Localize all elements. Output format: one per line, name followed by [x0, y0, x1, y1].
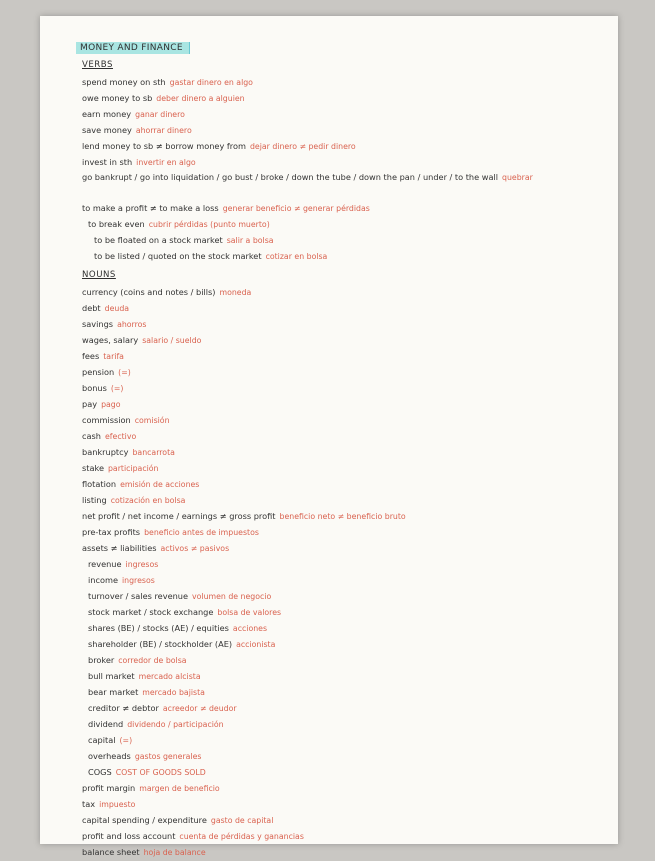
nouns-entry	[82, 684, 602, 700]
nouns-entry	[82, 604, 602, 620]
spanish-translation: mercado bajista	[142, 688, 205, 697]
nouns-entry	[82, 716, 602, 732]
nouns-entry	[82, 428, 602, 444]
english-term: capital	[88, 735, 116, 745]
english-term: income	[88, 575, 118, 585]
spanish-translation: corredor de bolsa	[118, 656, 187, 665]
nouns-entry	[82, 444, 602, 460]
notebook-page	[40, 16, 618, 857]
notes-content	[82, 42, 602, 860]
nouns-entry	[82, 748, 602, 764]
spanish-translation: emisión de acciones	[120, 480, 200, 489]
spanish-translation: acciones	[232, 624, 268, 633]
spanish-translation: cubrir pérdidas (punto muerto)	[148, 220, 270, 229]
nouns-entry	[82, 524, 602, 540]
english-term: to be floated on a stock market	[94, 235, 223, 245]
spanish-translation: gastos generales	[134, 752, 202, 761]
spanish-translation: salir a bolsa	[226, 236, 274, 245]
english-term: dividend	[88, 719, 124, 729]
nouns-entry	[82, 412, 602, 428]
nouns-entry	[82, 556, 602, 572]
english-term: lend money to sb ≠ borrow money from	[82, 141, 246, 151]
english-term: overheads	[88, 751, 131, 761]
english-term: spend money on sth	[82, 77, 166, 87]
english-term: balance sheet	[82, 847, 140, 857]
spanish-translation: salario / sueldo	[142, 336, 202, 345]
nouns-entry	[82, 636, 602, 652]
nouns-entry	[82, 460, 602, 476]
english-term: fees	[82, 351, 100, 361]
verbs-heading: VERBS	[82, 60, 113, 70]
english-term: debt	[82, 303, 101, 313]
english-term: pay	[82, 399, 98, 409]
english-term: cash	[82, 431, 101, 441]
spanish-translation: hoja de balance	[143, 848, 206, 857]
nouns-entry	[82, 476, 602, 492]
spanish-translation: beneficio neto ≠ beneficio bruto	[279, 512, 406, 521]
nouns-heading: NOUNS	[82, 270, 116, 280]
spanish-translation: (=)	[110, 384, 124, 393]
verbs-entry	[82, 106, 602, 122]
spanish-translation: pago	[101, 400, 121, 409]
spanish-translation: bancarrota	[132, 448, 175, 457]
english-term: savings	[82, 319, 114, 329]
verbs-entry	[82, 170, 602, 200]
nouns-entry	[82, 652, 602, 668]
english-term: shares (BE) / stocks (AE) / equities	[88, 623, 229, 633]
nouns-entry	[82, 844, 602, 860]
nouns-entry	[82, 364, 602, 380]
spanish-translation: participación	[107, 464, 159, 473]
nouns-entry	[82, 620, 602, 636]
spanish-translation: invertir en algo	[136, 158, 196, 167]
spanish-translation: acreedor ≠ deudor	[162, 704, 237, 713]
spanish-translation: COST OF GOODS SOLD	[115, 768, 206, 777]
english-term: invest in sth	[82, 157, 133, 167]
spanish-translation: efectivo	[104, 432, 137, 441]
nouns-entry	[82, 700, 602, 716]
verbs-entry	[82, 74, 602, 90]
spanish-translation: cotizar en bolsa	[265, 252, 328, 261]
spanish-translation: ingresos	[125, 560, 159, 569]
english-term: bonus	[82, 383, 107, 393]
nouns-entry	[82, 300, 602, 316]
english-term: owe money to sb	[82, 93, 153, 103]
english-term: pre-tax profits	[82, 527, 141, 537]
spanish-translation: volumen de negocio	[192, 592, 272, 601]
english-term: assets ≠ liabilities	[82, 543, 157, 553]
spanish-translation: activos ≠ pasivos	[160, 544, 230, 553]
nouns-entry	[82, 348, 602, 364]
verbs-entry	[82, 200, 602, 216]
english-term: revenue	[88, 559, 122, 569]
english-term: net profit / net income / earnings ≠ gross profit	[82, 511, 276, 521]
nouns-entry	[82, 492, 602, 508]
english-term: to break even	[88, 219, 145, 229]
nouns-entry	[82, 396, 602, 412]
english-term: stake	[82, 463, 104, 473]
nouns-entry	[82, 780, 602, 796]
nouns-entry	[82, 316, 602, 332]
verbs-entry	[82, 232, 602, 248]
english-term: to be listed / quoted on the stock market	[94, 251, 262, 261]
english-term: profit and loss account	[82, 831, 176, 841]
nouns-entry	[82, 796, 602, 812]
page-title: MONEY AND FINANCE	[76, 42, 190, 54]
nouns-entry	[82, 284, 602, 300]
verbs-entry	[82, 248, 602, 264]
english-term: COGS	[88, 767, 112, 777]
verbs-entry	[82, 90, 602, 106]
nouns-entry	[82, 764, 602, 780]
nouns-entry	[82, 540, 602, 556]
spanish-translation: bolsa de valores	[217, 608, 282, 617]
english-term: currency (coins and notes / bills)	[82, 287, 216, 297]
spanish-translation: gastar dinero en algo	[169, 78, 253, 87]
english-term: creditor ≠ debtor	[88, 703, 159, 713]
spanish-translation: moneda	[219, 288, 252, 297]
nouns-entry	[82, 588, 602, 604]
spanish-translation: cotización en bolsa	[110, 496, 186, 505]
spanish-translation: dividendo / participación	[127, 720, 224, 729]
spanish-translation: ahorrar dinero	[135, 126, 192, 135]
spanish-translation: (=)	[119, 736, 133, 745]
spanish-translation: comisión	[134, 416, 170, 425]
english-term: capital spending / expenditure	[82, 815, 207, 825]
english-term: to make a profit ≠ to make a loss	[82, 203, 219, 213]
spanish-translation: ganar dinero	[135, 110, 185, 119]
english-term: shareholder (BE) / stockholder (AE)	[88, 639, 233, 649]
english-term: profit margin	[82, 783, 136, 793]
spanish-translation: margen de beneficio	[139, 784, 220, 793]
spanish-translation: deber dinero a alguien	[156, 94, 245, 103]
spanish-translation: deuda	[104, 304, 130, 313]
nouns-entry	[82, 572, 602, 588]
english-term: commission	[82, 415, 131, 425]
nouns-entry	[82, 812, 602, 828]
english-term: bear market	[88, 687, 139, 697]
spanish-translation: tarifa	[103, 352, 124, 361]
spanish-translation: dejar dinero ≠ pedir dinero	[249, 142, 356, 151]
verbs-entry	[82, 138, 602, 154]
nouns-entry	[82, 732, 602, 748]
spanish-translation: beneficio antes de impuestos	[144, 528, 259, 537]
spanish-translation: ahorros	[117, 320, 147, 329]
spanish-translation: cuenta de pérdidas y ganancias	[179, 832, 304, 841]
nouns-entry	[82, 508, 602, 524]
english-term: save money	[82, 125, 132, 135]
nouns-entry	[82, 668, 602, 684]
english-term: stock market / stock exchange	[88, 607, 214, 617]
english-term: wages, salary	[82, 335, 139, 345]
spanish-translation: ingresos	[122, 576, 155, 585]
english-term: earn money	[82, 109, 132, 119]
english-term: turnover / sales revenue	[88, 591, 189, 601]
spanish-translation: impuesto	[99, 800, 136, 809]
english-term: bull market	[88, 671, 135, 681]
spanish-translation: (=)	[118, 368, 131, 377]
verbs-list	[82, 74, 602, 264]
nouns-entry	[82, 332, 602, 348]
spanish-translation: accionista	[236, 640, 276, 649]
english-term: flotation	[82, 479, 117, 489]
nouns-list	[82, 284, 602, 860]
english-term: broker	[88, 655, 115, 665]
spanish-translation: quebrar	[502, 173, 533, 182]
spanish-translation: mercado alcista	[138, 672, 201, 681]
english-term: listing	[82, 495, 107, 505]
english-term: pension	[82, 367, 115, 377]
english-term: go bankrupt / go into liquidation / go bust / broke / down the tube / down the pan / under / to the wall	[82, 172, 499, 182]
english-term: bankruptcy	[82, 447, 129, 457]
english-term: tax	[82, 799, 96, 809]
verbs-entry	[82, 154, 602, 170]
nouns-entry	[82, 828, 602, 844]
verbs-entry	[82, 122, 602, 138]
verbs-entry	[82, 216, 602, 232]
nouns-entry	[82, 380, 602, 396]
spanish-translation: generar beneficio ≠ generar pérdidas	[222, 204, 370, 213]
spanish-translation: gasto de capital	[210, 816, 274, 825]
